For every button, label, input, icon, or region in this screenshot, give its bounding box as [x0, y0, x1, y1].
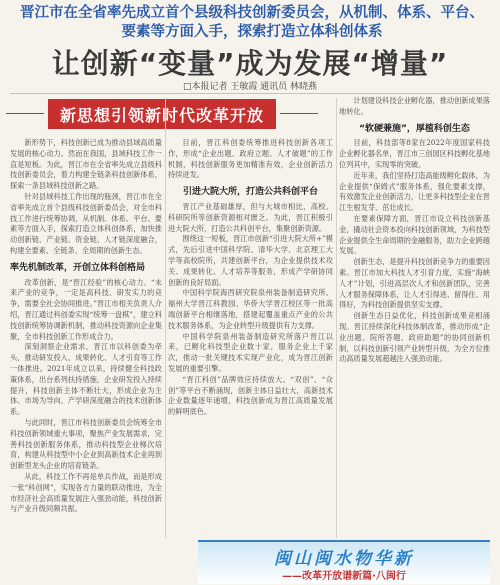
ad-banner-title: 闽山闽水物华新: [274, 549, 414, 569]
section-banner: 新思想引领新时代改革开放: [48, 99, 276, 129]
article-column-3: [339, 96, 490, 540]
paragraph: 近年来，我们坚持打造高能级孵化载体，为企业提供“保姆式”服务体系，强化要素支撑，有效激发企业创新活力，让更多科技型企业在晋江生根发芽、茁壮成长。: [339, 170, 490, 213]
paragraph: 围绕这一短板，晋江市创新“引进大院大所+”模式，先后引进中国科学院、清华大学、北京理工大学等高校院所，共建创新平台，为企业提供技术攻关、成果转化、人才培养等服务，形成产学研协同创新的良好局面。: [168, 234, 333, 287]
article-column-2: [168, 138, 333, 540]
byline: □本报记者 王敏霞 通讯员 林晓燕: [182, 82, 318, 92]
paragraph: 目前，科技部等8家在2022年度国家科技企业孵化器名单，晋江市三创园区科技孵化基地位列其中，实现零的突破。: [339, 138, 490, 169]
paragraph: 目前，晋江科创委统筹推进科技创新各项工作，形成“企业出题、政府立题、人才破题”的工作机制，科技创新服务更加精准有效，企业创新活力持续迸发。: [168, 138, 333, 180]
intro-lead-line: 晋江市在全省率先成立首个县级科技创新委员会，从机制、体系、平台、要素等方面入手，探索打造立体科创体系: [20, 5, 484, 40]
subheading: 率先机制改革，开创立体科创格局: [10, 262, 146, 273]
title-divider: [10, 93, 490, 94]
paragraph: 改革创新，是“晋江经验”的核心动力。“未来产业的竞争，一定是高科技、研发实力的竞争，需要全社会协同推进。”晋江市相关负责人介绍，晋江通过科创委实现“统筹一盘棋”，建立科技创新统筹协调新机制，推动科技资源向企业集聚，全市科技创新工作形成合力。: [10, 277, 162, 341]
paragraph: 新形势下，科技创新已成为推动县域高质量发展的核心动力。然而在我国，县域科技工作一直是短板。为此，晋江市在全省率先成立县级科技创新委员会，着力构建全链条科技创新体系，探索一条县域科技创新之路。: [10, 138, 162, 191]
paragraph: 针对县域科技工作出现的瓶颈，晋江市在全省率先成立首个县级科技创新委员会，对全市科技工作进行统筹协调，从机制、体系、平台、要素等方面入手，探索打造立体科创体系，加快推动创新链、产业链、资金链、人才链深度融合，构建全要素、全链条、全周期的创新生态。: [10, 191, 162, 255]
paragraph: 创新生态日益优化，科技创新成果竞相涌现。晋江持续深化科技体制改革，推动形成“企业出题、院所答题、政府助题”的协同创新机制，以科技创新引领产业转型升级，为全方位推动高质量发展超越注入强劲动能。: [339, 311, 490, 364]
paragraph: 从此，科技工作不再是单兵作战，而是形成一张“科创网”，实现各方力量的联动推进，为全市经济社会高质量发展注入强劲动能，科技创新与产业升级同频共振。: [10, 471, 162, 514]
paragraph: 晋江产业基础雄厚，但与大城市相比，高校、科研院所等创新资源相对匮乏。为此，晋江积极引进大院大所，打造公共科创平台，集聚创新资源。: [168, 201, 333, 233]
paragraph: “晋江科创”品牌效应持续放大。“双创”、“众创”等平台不断涌现，创新主体日益壮大，高新技术企业数量逐年递增，科技创新成为晋江高质量发展的鲜明底色。: [168, 374, 333, 417]
ad-banner[interactable]: [198, 540, 490, 584]
paragraph: 计划建设科技企业孵化器，推动创新成果落地转化。: [339, 96, 490, 116]
paragraph: 在要素保障方面，晋江市设立科技创新基金，撬动社会资本投向科技创新领域，为科技型企业提供全生命周期的金融服务，助力企业跨越发展。: [339, 213, 490, 256]
column-divider: [336, 98, 337, 538]
article-column-1: [10, 138, 162, 540]
ad-banner-subtitle: ——改革开放谱新篇·八闽行: [282, 571, 406, 582]
paragraph: 中国科学院海西研究院泉州装备制造研究所、福州大学晋江科教园、华侨大学晋江校区等一批高端创新平台相继落地，搭建起覆盖重点产业的公共技术服务体系，为企业转型升级提供有力支撑。: [168, 288, 333, 330]
paragraph: 中国科学院泉州装备制造研究所落户晋江以来，已孵化科技型企业数十家，服务企业上千家次，推动一批关键技术实现产业化，成为晋江创新发展的重要引擎。: [168, 331, 333, 373]
paragraph: 与此同时，晋江市科技创新委员会统筹全市科技创新领域重大事项，聚焦产业发展需求，完善科技创新服务体系，推动科技型企业梯次培育，构建从科技型中小企业到高新技术企业再到创新型龙头企业的培育链条。: [10, 417, 162, 471]
subheading: “软硬兼施”，厚植科创生态: [359, 123, 470, 134]
column-divider: [165, 98, 166, 538]
subheading: 引进大院大所，打造公共科创平台: [182, 187, 318, 198]
paragraph: 创新生态，是提升科技创新竞争力的重要因素。晋江市加大科技人才引育力度，实施“海峡人才”计划，引进高层次人才和创新团队，完善人才服务保障体系，让人才引得进、留得住、用得好，为科技创新提供坚实支撑。: [339, 257, 490, 310]
paragraph: 深刻洞察企业需求，晋江市以科创委为牵头，推动研发投入、成果转化、人才引育等工作一体推进。2021年成立以来，持续健全科技政策体系，出台系列扶持措施，企业研发投入持续提升，科技创新主体不断壮大，形成企业为主体、市场为导向、产学研深度融合的技术创新体系。: [10, 342, 162, 417]
page-title: 让创新“变量”成为发展“增量”: [51, 47, 449, 80]
